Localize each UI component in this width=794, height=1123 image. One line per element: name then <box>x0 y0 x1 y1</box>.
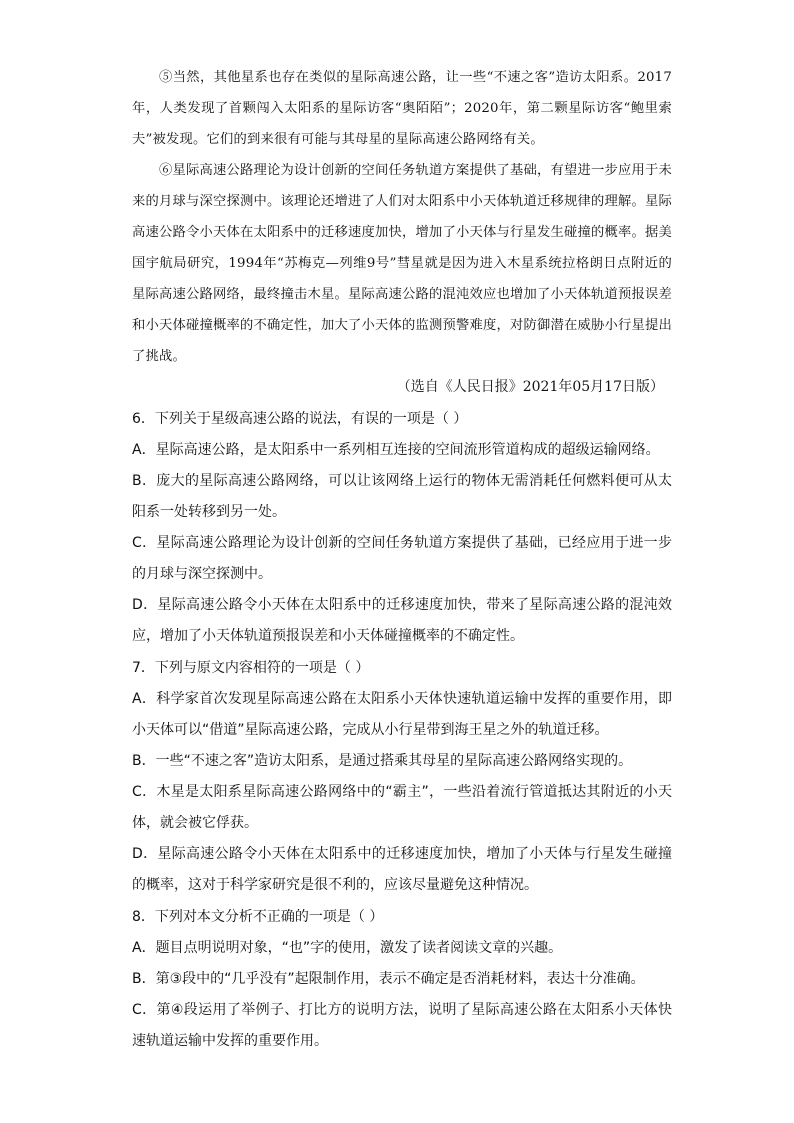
question-stem: 7．下列与原文内容相符的一项是（ ） <box>132 660 370 676</box>
passage-paragraph-5: ⑤当然，其他星系也存在类似的星际高速公路，让一些“不速之客”造访太阳系。2017年，人类发现了首颗闯入太阳系的星际访客“奥陌陌”；2020年，第二颗星际访客“鲍里索夫”被发现。它们的到来很有可能与其母星的星际高速公路网络有关。 <box>132 70 672 147</box>
passage <box>132 62 672 372</box>
option-b: B．庞大的星际高速公路网络，可以让该网络上运行的物体无需消耗任何燃料便可从太阳系一处转移到另一处。 <box>132 473 672 520</box>
option-b: B．一些“不速之客”造访太阳系，是通过搭乘其母星的星际高速公路网络实现的。 <box>132 753 633 769</box>
option-d: D．星际高速公路令小天体在太阳系中的迁移速度加快，带来了星际高速公路的混沌效应，增加了小天体轨道预报误差和小天体碰撞概率的不确定性。 <box>132 597 672 644</box>
source-citation: （选自《人民日报》2021年05月17日版） <box>396 379 664 395</box>
option-a: A．星际高速公路，是太阳系中一系列相互连接的空间流形管道构成的超级运输网络。 <box>132 442 660 458</box>
option-c: C．第④段运用了举例子、打比方的说明方法，说明了星际高速公路在太阳系小天体快速轨道运输中发挥的重要作用。 <box>132 1002 672 1049</box>
option-b: B．第③段中的“几乎没有”起限制作用，表示不确定是否消耗材料，表达十分准确。 <box>132 971 645 987</box>
option-d: D．星际高速公路令小天体在太阳系中的迁移速度加快，增加了小天体与行星发生碰撞的概率，这对于科学家研究是很不利的，应该尽量避免这种情况。 <box>132 846 672 893</box>
option-c: C．木星是太阳系星际高速公路网络中的“霸主”，一些沿着流行管道抵达其附近的小天体，就会被它俘获。 <box>132 784 672 831</box>
question-stem: 6．下列关于星级高速公路的说法，有误的一项是（ ） <box>132 411 468 427</box>
question-8 <box>132 902 672 1057</box>
question-6 <box>132 404 672 652</box>
option-a: A．题目点明说明对象，“也”字的使用，激发了读者阅读文章的兴趣。 <box>132 940 563 956</box>
option-c: C．星际高速公路理论为设计创新的空间任务轨道方案提供了基础，已经应用于进一步的月球与深空探测中。 <box>132 535 672 582</box>
option-a: A．科学家首次发现星际高速公路在太阳系小天体快速轨道运输中发挥的重要作用，即小天体可以“借道”星际高速公路，完成从小行星带到海王星之外的轨道迁移。 <box>132 691 672 738</box>
question-7 <box>132 653 672 901</box>
passage-paragraph-6: ⑥星际高速公路理论为设计创新的空间任务轨道方案提供了基础，有望进一步应用于未来的月球与深空探测中。该理论还增进了人们对太阳系中小天体轨道迁移规律的理解。星际高速公路令小天体在太阳系中的迁移速度加快，增加了小天体与行星发生碰撞的概率。据美国宇航局研究，1994年“苏梅克—列维9号”彗星就是因为进入木星系统拉格朗日点附近的星际高速公路网络，最终撞击木星。星际高速公路的混沌效应也增加了小天体轨道预报误差和小天体碰撞概率的不确定性，加大了小天体的监测预警难度，对防御潜在威胁小行星提出了挑战。 <box>132 163 672 364</box>
question-stem: 8．下列对本文分析不正确的一项是（ ） <box>132 909 384 925</box>
